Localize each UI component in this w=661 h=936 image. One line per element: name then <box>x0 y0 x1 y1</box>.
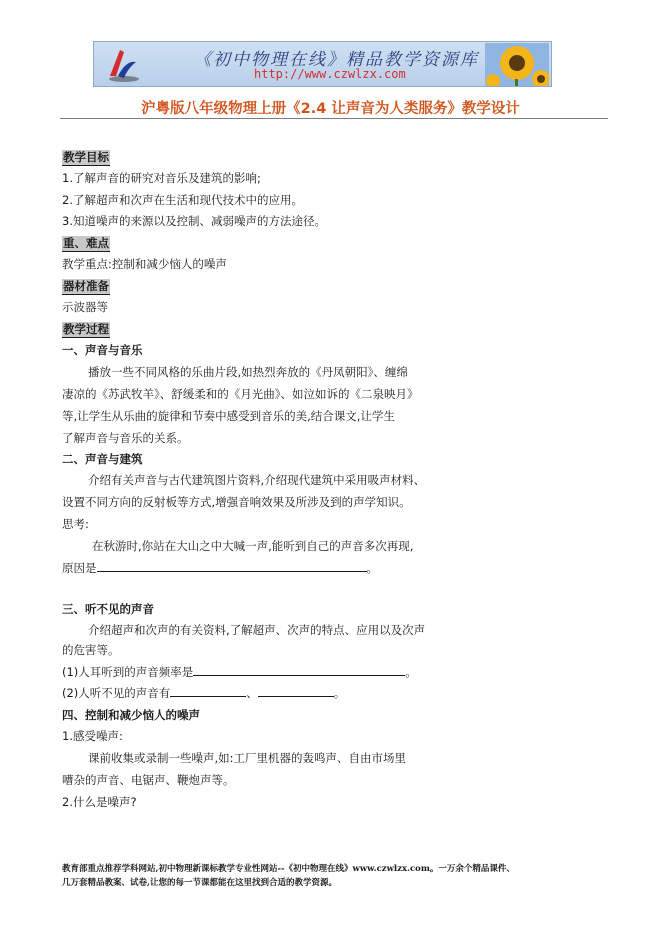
title-divider <box>60 118 608 119</box>
paragraph-line: 等,让学生从乐曲的旋律和节奏中感受到音乐的美,结合课文,让学生 <box>62 409 395 423</box>
paragraph-line: 课前收集或录制一些噪声,如:工厂里机器的轰鸣声、自由市场里 <box>88 751 407 765</box>
q2-end: 。 <box>333 686 346 700</box>
q2-separator: 、 <box>246 686 258 700</box>
subsection-what-is-noise: 2.什么是噪声? <box>62 795 137 809</box>
q2-prefix: (2)人听不见的声音有 <box>62 686 171 700</box>
think-label: 思考: <box>62 517 89 531</box>
section-music-title: 一、声音与音乐 <box>62 343 143 357</box>
header-banner <box>93 41 552 87</box>
footer-line-2: 几万套精品教案、试卷,让您的每一节课都能在这里找到合适的教学资源。 <box>62 878 337 888</box>
section-noise-title: 四、控制和减少恼人的噪声 <box>62 708 200 722</box>
paragraph-line: 了解声音与音乐的关系。 <box>62 431 189 445</box>
think-question: 在秋游时,你站在大山之中大喊一声,能听到自己的声音多次再现, <box>92 539 414 553</box>
banner-title: 《初中物理在线》精品教学资源库 <box>194 50 479 70</box>
equipment-text: 示波器等 <box>62 300 108 314</box>
paragraph-line: 的危害等。 <box>62 643 120 657</box>
paragraph-line: 介绍超声和次声的有关资料,了解超声、次声的特点、应用以及次声 <box>88 623 426 637</box>
objective-item: 1.了解声音的研究对音乐及建筑的影响; <box>62 171 261 185</box>
footer-line-1: 教育部重点推荐学科网站,初中物理新课标教学专业性网站--《初中物理在线》www.czwlzx.com。一万余个精品课件、 <box>62 864 515 874</box>
process-heading: 教学过程 <box>63 322 109 336</box>
section-architecture-title: 二、声音与建筑 <box>62 452 143 466</box>
key-points-text: 教学重点:控制和减少恼人的噪声 <box>62 257 227 271</box>
paragraph-line: 播放一些不同风格的乐曲片段,如热烈奔放的《丹凤朝阳》、缠绵 <box>88 365 408 379</box>
q1-prefix: (1)人耳听到的声音频率是 <box>62 665 194 679</box>
paragraph-line: 嘈杂的声音、电锯声、鞭炮声等。 <box>62 773 235 787</box>
site-logo-icon <box>104 46 144 84</box>
document-title: 沪粤版八年级物理上册《2.4 让声音为人类服务》教学设计 <box>141 101 520 117</box>
q2-blank-2[interactable] <box>258 686 334 697</box>
subsection-feel-noise: 1.感受噪声: <box>62 729 123 743</box>
paragraph-line: 介绍有关声音与古代建筑图片资料,介绍现代建筑中采用吸声材料、 <box>88 473 426 487</box>
sunflower-icon <box>485 43 549 87</box>
equipment-heading: 器材准备 <box>63 279 109 293</box>
q1-blank[interactable] <box>193 665 405 676</box>
reason-prefix: 原因是 <box>62 561 97 575</box>
paragraph-line: 设置不同方向的反射板等方式,增强音响效果及所涉及到的声学知识。 <box>62 495 411 509</box>
question-2 <box>62 686 345 700</box>
reason-end: 。 <box>366 561 378 575</box>
objective-item: 2.了解超声和次声在生活和现代技术中的应用。 <box>62 193 303 207</box>
reason-question <box>62 561 378 575</box>
q1-end: 。 <box>405 665 417 679</box>
section-inaudible-title: 三、听不见的声音 <box>62 602 154 616</box>
q2-blank-1[interactable] <box>170 686 246 697</box>
paragraph-line: 凄凉的《苏武牧羊》、舒缓柔和的《月光曲》、如泣如诉的《二泉映月》 <box>62 387 419 401</box>
objective-item: 3.知道噪声的来源以及控制、减弱噪声的方法途径。 <box>62 214 326 228</box>
key-points-heading: 重、难点 <box>63 236 109 250</box>
question-1 <box>62 665 417 679</box>
banner-url[interactable]: http://www.czwlzx.com <box>254 67 406 81</box>
reason-blank[interactable] <box>97 561 367 572</box>
objectives-heading: 教学目标 <box>63 150 109 164</box>
